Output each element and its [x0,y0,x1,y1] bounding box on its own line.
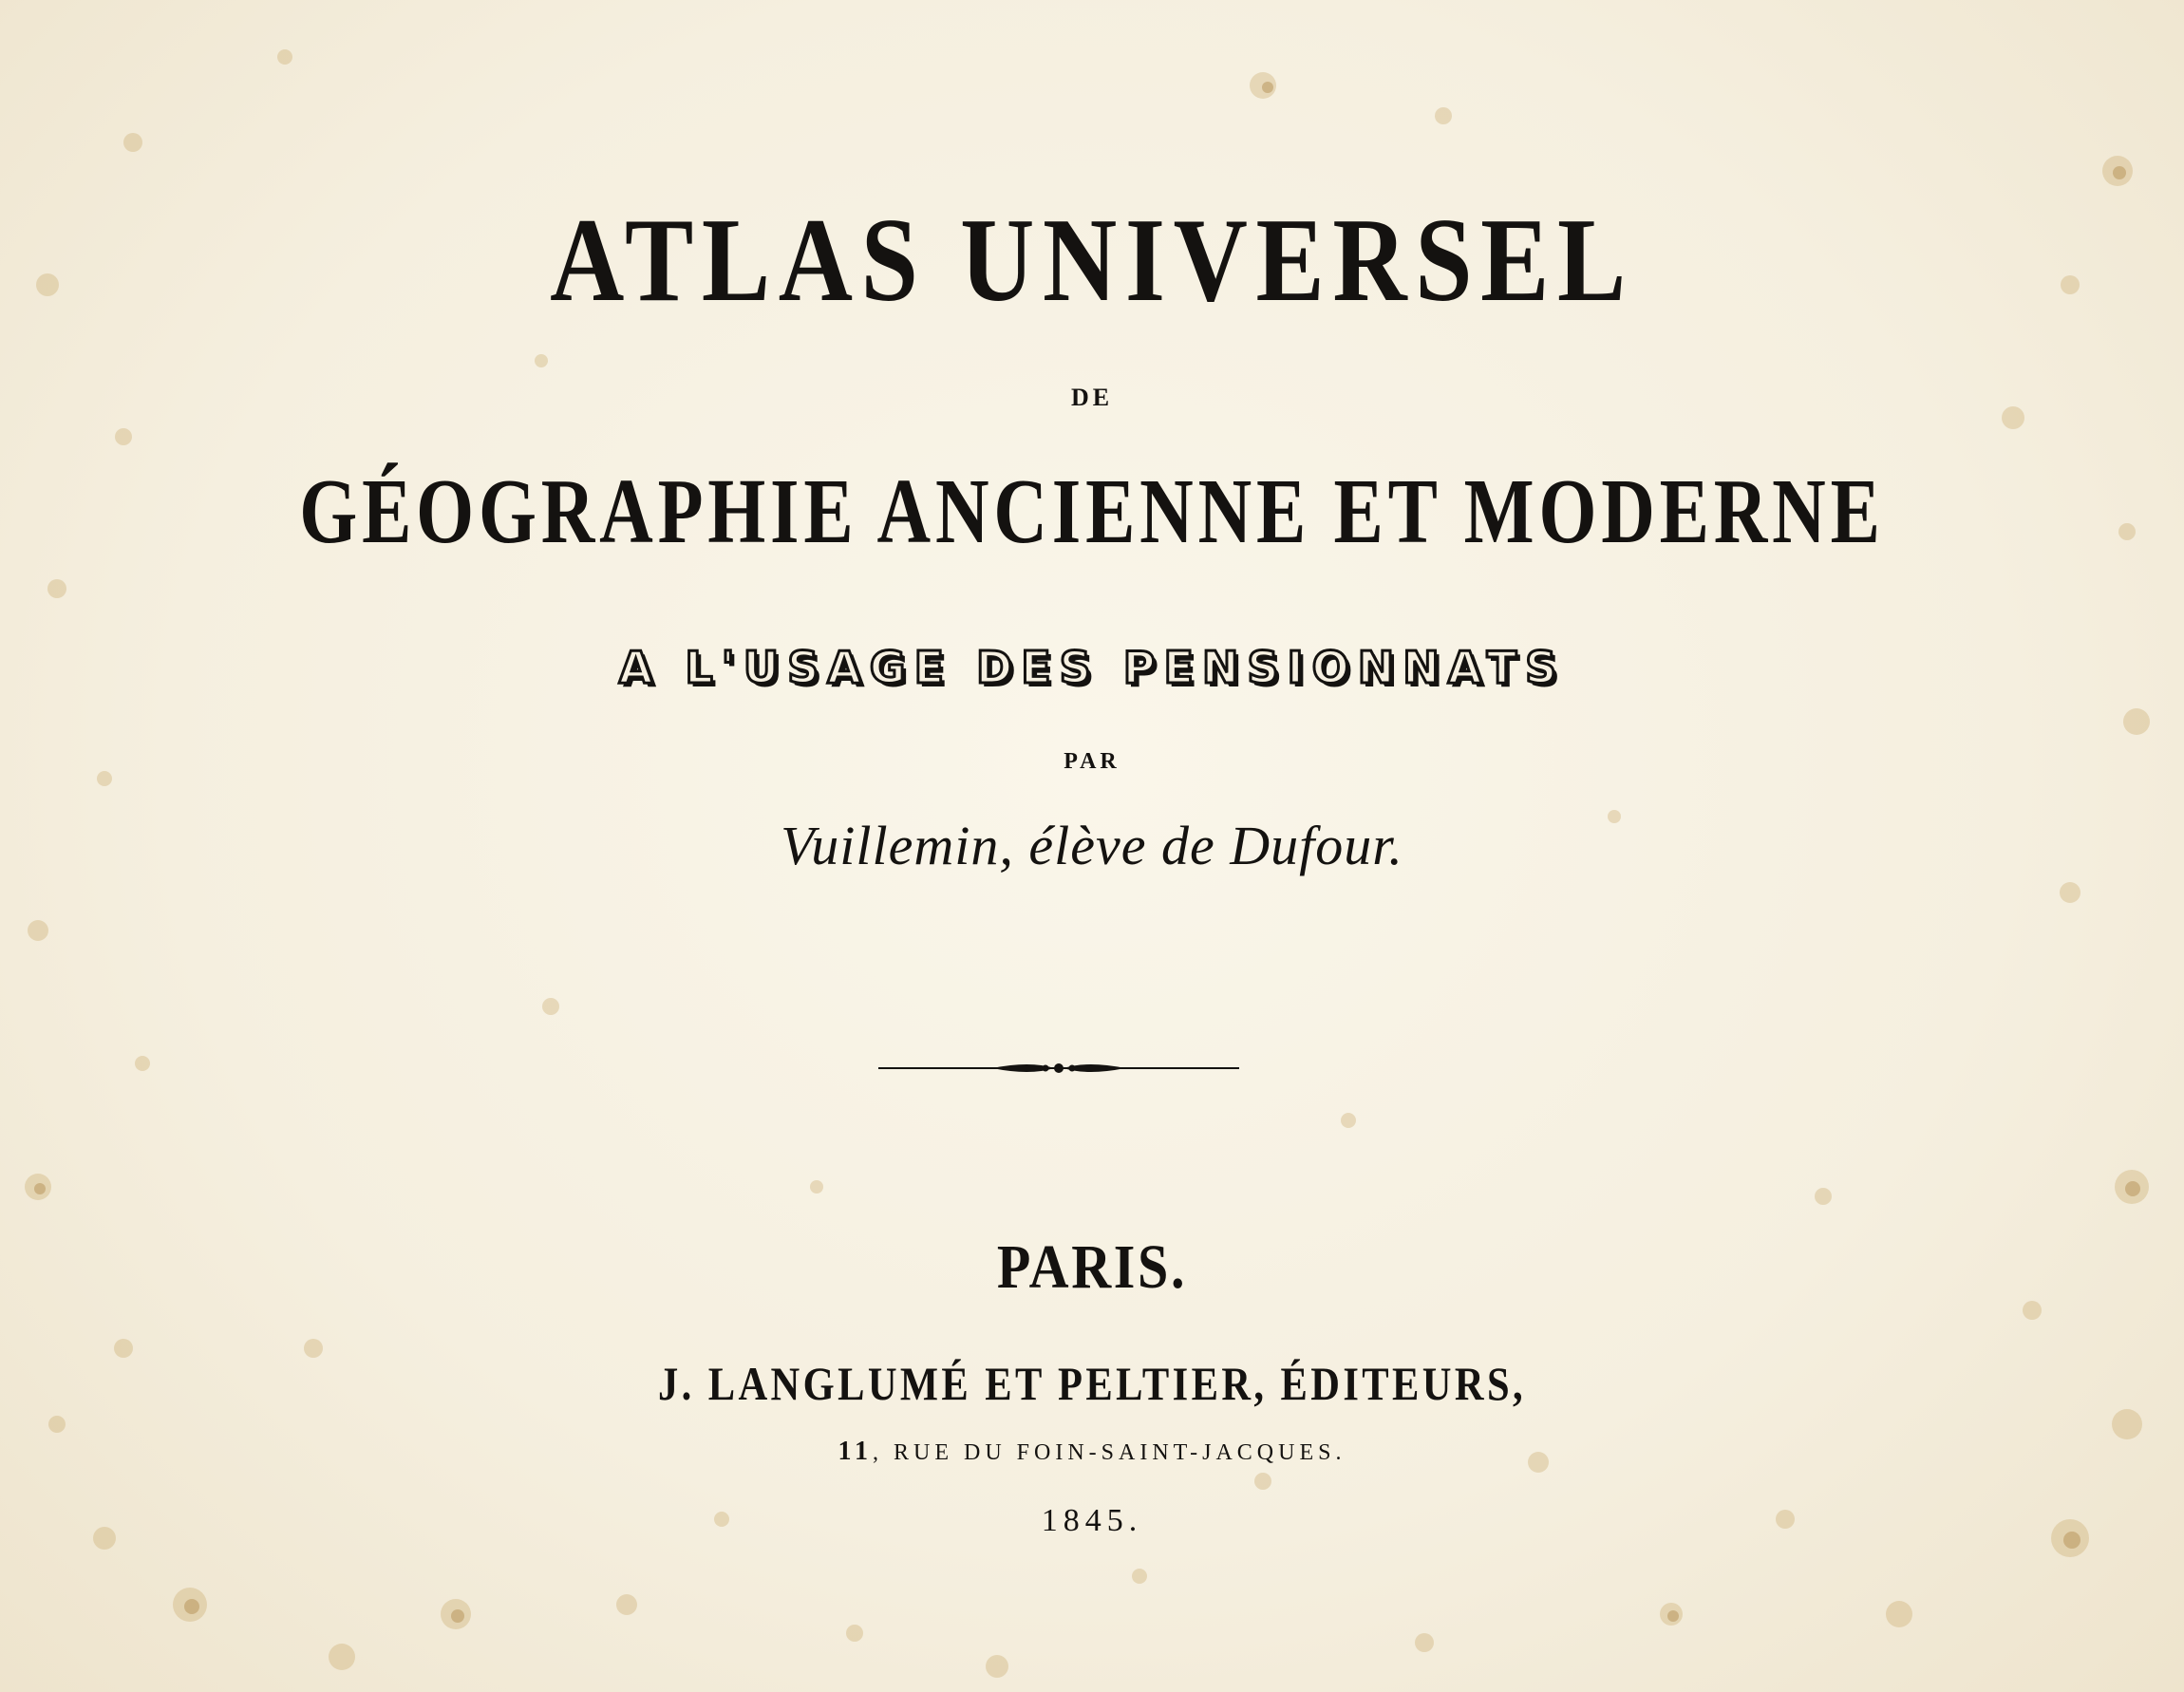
author-name: Vuillemin, élève de Dufour. [781,815,1403,876]
address-street: , RUE DU FOIN-SAINT-JACQUES. [873,1440,1346,1465]
imprint-publisher: J. LANGLUMÉ ET PELTIER, ÉDITEURS, [657,1357,1527,1410]
imprint-address [0,1438,2184,1465]
ornamental-rule [878,1056,1239,1081]
title-connector: DE [1070,384,1114,411]
usage-line: A L'USAGE DES PENSIONNATS [618,642,1566,693]
book-title: ATLAS UNIVERSEL [550,195,1634,327]
by-line: PAR [1064,749,1120,774]
imprint-city: PARIS. [996,1232,1188,1302]
imprint-year: 1845. [1041,1503,1143,1538]
address-number: 11 [838,1437,873,1466]
book-subtitle: GÉOGRAPHIE ANCIENNE ET MODERNE [299,461,1885,563]
